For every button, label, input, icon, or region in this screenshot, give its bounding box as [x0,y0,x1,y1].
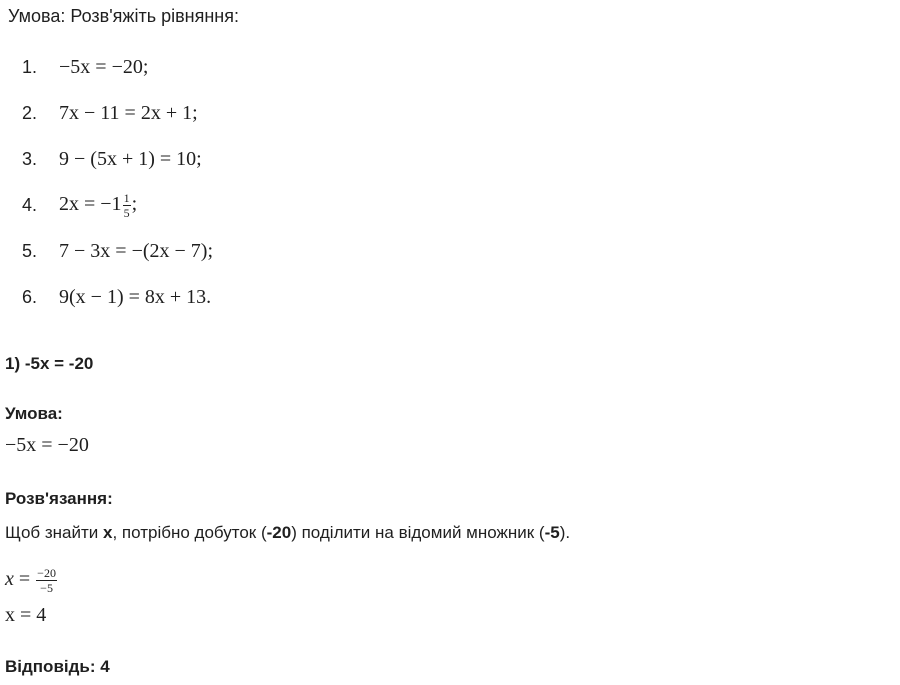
equation-list [22,44,213,320]
equation: 9(x − 1) = 8x + 13. [59,285,212,308]
item-number: 3. [22,148,38,169]
result-equation: x = 4 [5,604,47,626]
item-number: 1. [22,56,38,77]
list-item [22,274,213,320]
answer: Відповідь: 4 [5,657,110,676]
list-item [22,182,213,228]
list-item [22,136,213,182]
item-number: 4. [22,194,38,215]
list-item [22,90,213,136]
list-item [22,228,213,274]
item-number: 6. [22,286,38,307]
mixed-fraction: $\frac{1}{5}$ [123,190,130,220]
list-item [22,44,213,90]
fraction-equation: x = $\frac{-20}{-5}$ [5,566,56,595]
equation: 7 − 3x = −(2x − 7); [59,239,213,262]
item-number: 5. [22,240,38,261]
equation: 7x − 11 = 2x + 1; [59,101,198,124]
solution-label: Розв'язання: [5,489,113,508]
item-number: 2. [22,102,38,123]
equation: −5x = −20; [59,55,149,78]
explanation-text: Щоб знайти x, потрібно добуток (-20) поділити на відомий множник (-5). [5,523,571,542]
condition-title: Умова: Розв'яжіть рівняння: [8,6,239,26]
solution-heading: 1) -5x = -20 [5,354,94,373]
equation: 9 − (5x + 1) = 10; [59,147,202,170]
equation: 2x = −1 $\frac{1}{5}$ ; [59,190,138,220]
condition-label: Умова: [5,404,63,423]
fraction: $\frac{-20}{-5}$ [37,566,56,595]
condition-equation: −5x = −20 [5,434,89,456]
